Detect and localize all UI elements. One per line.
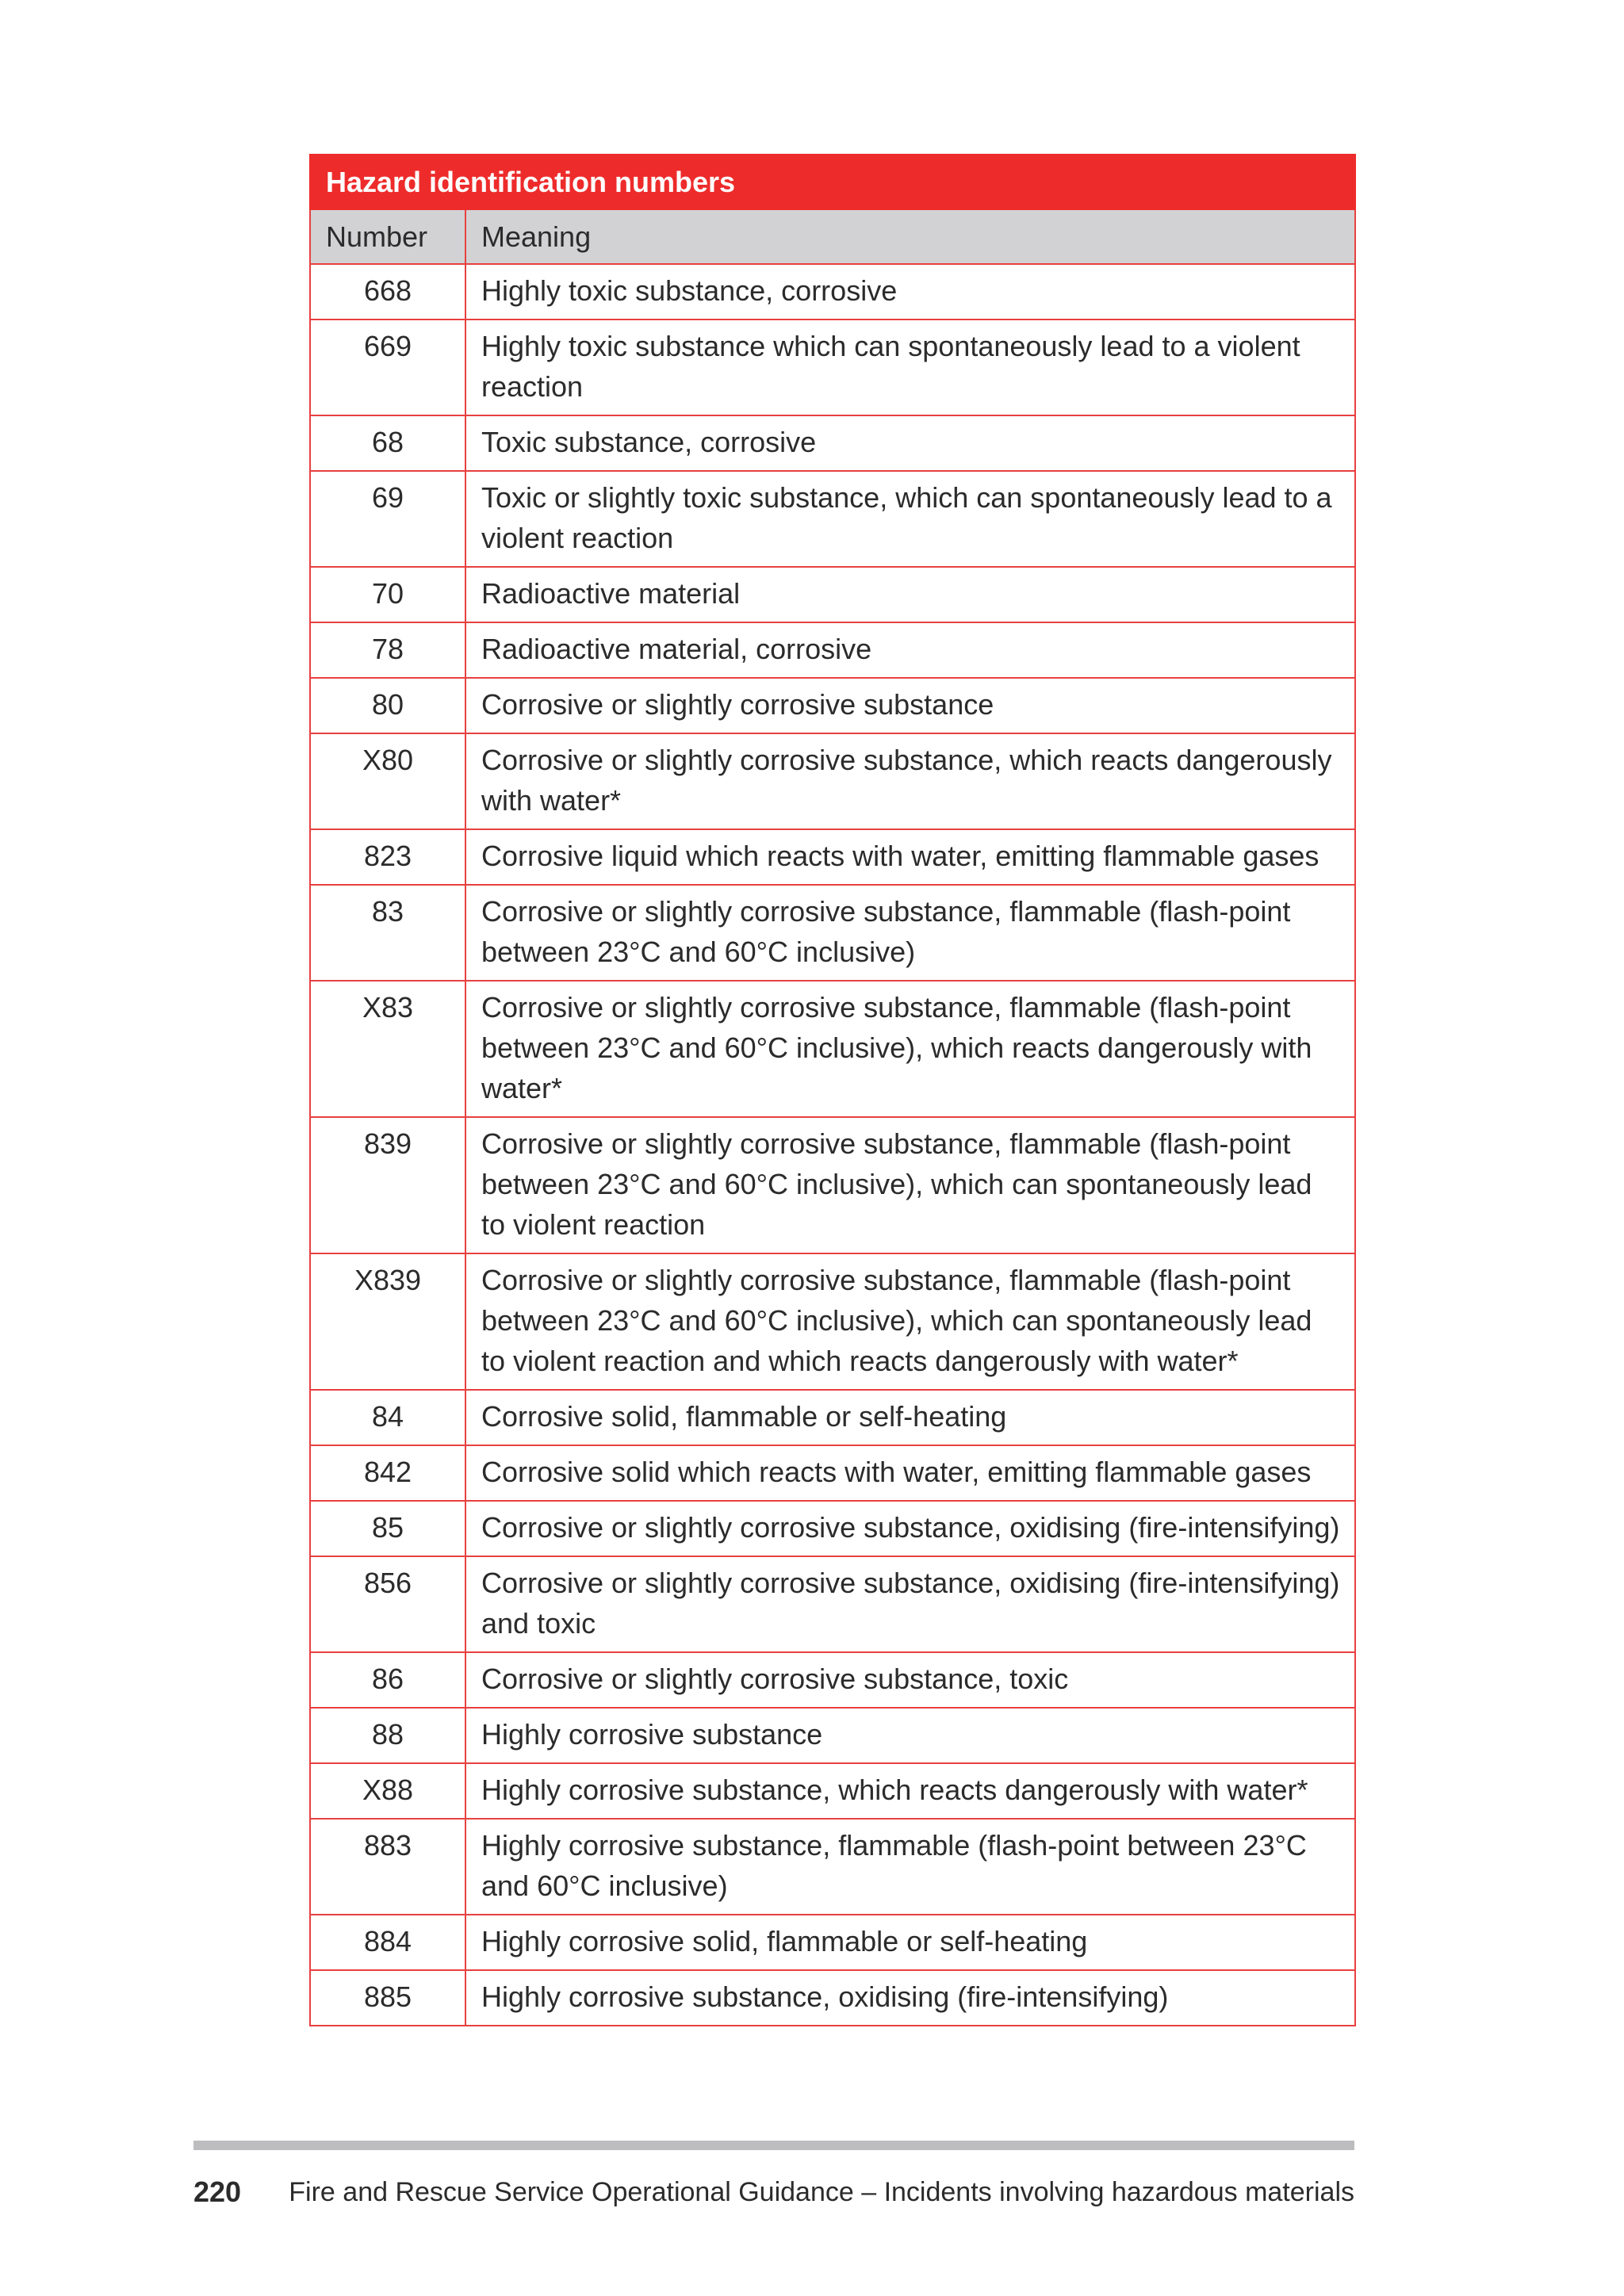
hazard-meaning-cell: Highly corrosive substance: [465, 1708, 1355, 1763]
hazard-number-cell: X839: [310, 1253, 465, 1390]
hazard-number-cell: 88: [310, 1708, 465, 1763]
table-row: [310, 1708, 1355, 1763]
hazard-meaning-cell: Highly toxic substance, corrosive: [465, 264, 1355, 320]
hazard-meaning-cell: Toxic substance, corrosive: [465, 415, 1355, 471]
hazard-meaning-cell: Radioactive material: [465, 567, 1355, 622]
hazard-number-cell: 70: [310, 567, 465, 622]
hazard-meaning-cell: Corrosive or slightly corrosive substance, toxic: [465, 1652, 1355, 1708]
table-row: [310, 885, 1355, 981]
table-row: [310, 1390, 1355, 1445]
hazard-number-cell: 669: [310, 320, 465, 415]
hazard-number-cell: 83: [310, 885, 465, 981]
hazard-number-cell: 856: [310, 1556, 465, 1652]
table-title: Hazard identification numbers: [310, 155, 1355, 209]
hazard-meaning-cell: Corrosive liquid which reacts with water, emitting flammable gases: [465, 829, 1355, 885]
table-row: [310, 1501, 1355, 1556]
hazard-number-cell: 80: [310, 678, 465, 733]
hazard-number-cell: 823: [310, 829, 465, 885]
table-row: [310, 1117, 1355, 1253]
hazard-meaning-cell: Corrosive or slightly corrosive substance, flammable (flash-point between 23°C and 60°C inclusive): [465, 885, 1355, 981]
column-header-number: Number: [310, 209, 465, 264]
column-header-meaning: Meaning: [465, 209, 1355, 264]
table-row: [310, 1445, 1355, 1501]
hazard-number-cell: 884: [310, 1915, 465, 1970]
table-row: [310, 320, 1355, 415]
hazard-number-cell: 78: [310, 622, 465, 678]
table-row: [310, 829, 1355, 885]
hazard-number-cell: 668: [310, 264, 465, 320]
hazard-meaning-cell: Corrosive solid which reacts with water, emitting flammable gases: [465, 1445, 1355, 1501]
table-row: [310, 1915, 1355, 1970]
hazard-meaning-cell: Toxic or slightly toxic substance, which can spontaneously lead to a violent reaction: [465, 471, 1355, 567]
table-title-row: [310, 155, 1355, 209]
table-row: [310, 1556, 1355, 1652]
hazard-meaning-cell: Corrosive or slightly corrosive substance, flammable (flash-point between 23°C and 60°C inclusive), which can spontaneously lead to violent reaction and which reacts dangerously with water*: [465, 1253, 1355, 1390]
hazard-meaning-cell: Corrosive or slightly corrosive substance, oxidising (fire-intensifying) and toxic: [465, 1556, 1355, 1652]
hazard-number-cell: 69: [310, 471, 465, 567]
hazard-table-container: [309, 154, 1354, 2026]
hazard-number-cell: X88: [310, 1763, 465, 1819]
hazard-meaning-cell: Radioactive material, corrosive: [465, 622, 1355, 678]
hazard-number-cell: 85: [310, 1501, 465, 1556]
table-header-row: [310, 209, 1355, 264]
table-row: [310, 1253, 1355, 1390]
table-row: [310, 471, 1355, 567]
hazard-meaning-cell: Highly corrosive substance, flammable (flash-point between 23°C and 60°C inclusive): [465, 1819, 1355, 1915]
hazard-number-cell: 885: [310, 1970, 465, 2026]
hazard-meaning-cell: Highly toxic substance which can spontaneously lead to a violent reaction: [465, 320, 1355, 415]
hazard-meaning-cell: Corrosive or slightly corrosive substance: [465, 678, 1355, 733]
hazard-number-cell: 842: [310, 1445, 465, 1501]
hazard-number-cell: 86: [310, 1652, 465, 1708]
table-row: [310, 1970, 1355, 2026]
hazard-meaning-cell: Corrosive or slightly corrosive substance, flammable (flash-point between 23°C and 60°C inclusive), which reacts dangerously with water*: [465, 981, 1355, 1117]
hazard-number-cell: 84: [310, 1390, 465, 1445]
table-body: [310, 264, 1355, 2026]
hazard-number-cell: X83: [310, 981, 465, 1117]
table-row: [310, 1763, 1355, 1819]
table-row: [310, 264, 1355, 320]
table-row: [310, 415, 1355, 471]
table-row: [310, 1819, 1355, 1915]
table-row: [310, 622, 1355, 678]
hazard-meaning-cell: Corrosive solid, flammable or self-heating: [465, 1390, 1355, 1445]
hazard-number-cell: 68: [310, 415, 465, 471]
hazard-number-cell: X80: [310, 733, 465, 829]
table-row: [310, 678, 1355, 733]
page-footer: [193, 2172, 1354, 2212]
hazard-meaning-cell: Corrosive or slightly corrosive substance, oxidising (fire-intensifying): [465, 1501, 1355, 1556]
table-row: [310, 567, 1355, 622]
running-title: Fire and Rescue Service Operational Guidance – Incidents involving hazardous materials: [289, 2177, 1354, 2207]
hazard-meaning-cell: Corrosive or slightly corrosive substance, flammable (flash-point between 23°C and 60°C inclusive), which can spontaneously lead to violent reaction: [465, 1117, 1355, 1253]
hazard-number-cell: 839: [310, 1117, 465, 1253]
table-row: [310, 733, 1355, 829]
hazard-meaning-cell: Corrosive or slightly corrosive substance, which reacts dangerously with water*: [465, 733, 1355, 829]
table-row: [310, 1652, 1355, 1708]
hazard-identification-table: [309, 154, 1356, 2026]
hazard-meaning-cell: Highly corrosive substance, oxidising (fire-intensifying): [465, 1970, 1355, 2026]
hazard-meaning-cell: Highly corrosive solid, flammable or self-heating: [465, 1915, 1355, 1970]
hazard-meaning-cell: Highly corrosive substance, which reacts dangerously with water*: [465, 1763, 1355, 1819]
footer-rule: [193, 2141, 1354, 2150]
page-number: 220: [193, 2175, 242, 2208]
table-row: [310, 981, 1355, 1117]
hazard-number-cell: 883: [310, 1819, 465, 1915]
